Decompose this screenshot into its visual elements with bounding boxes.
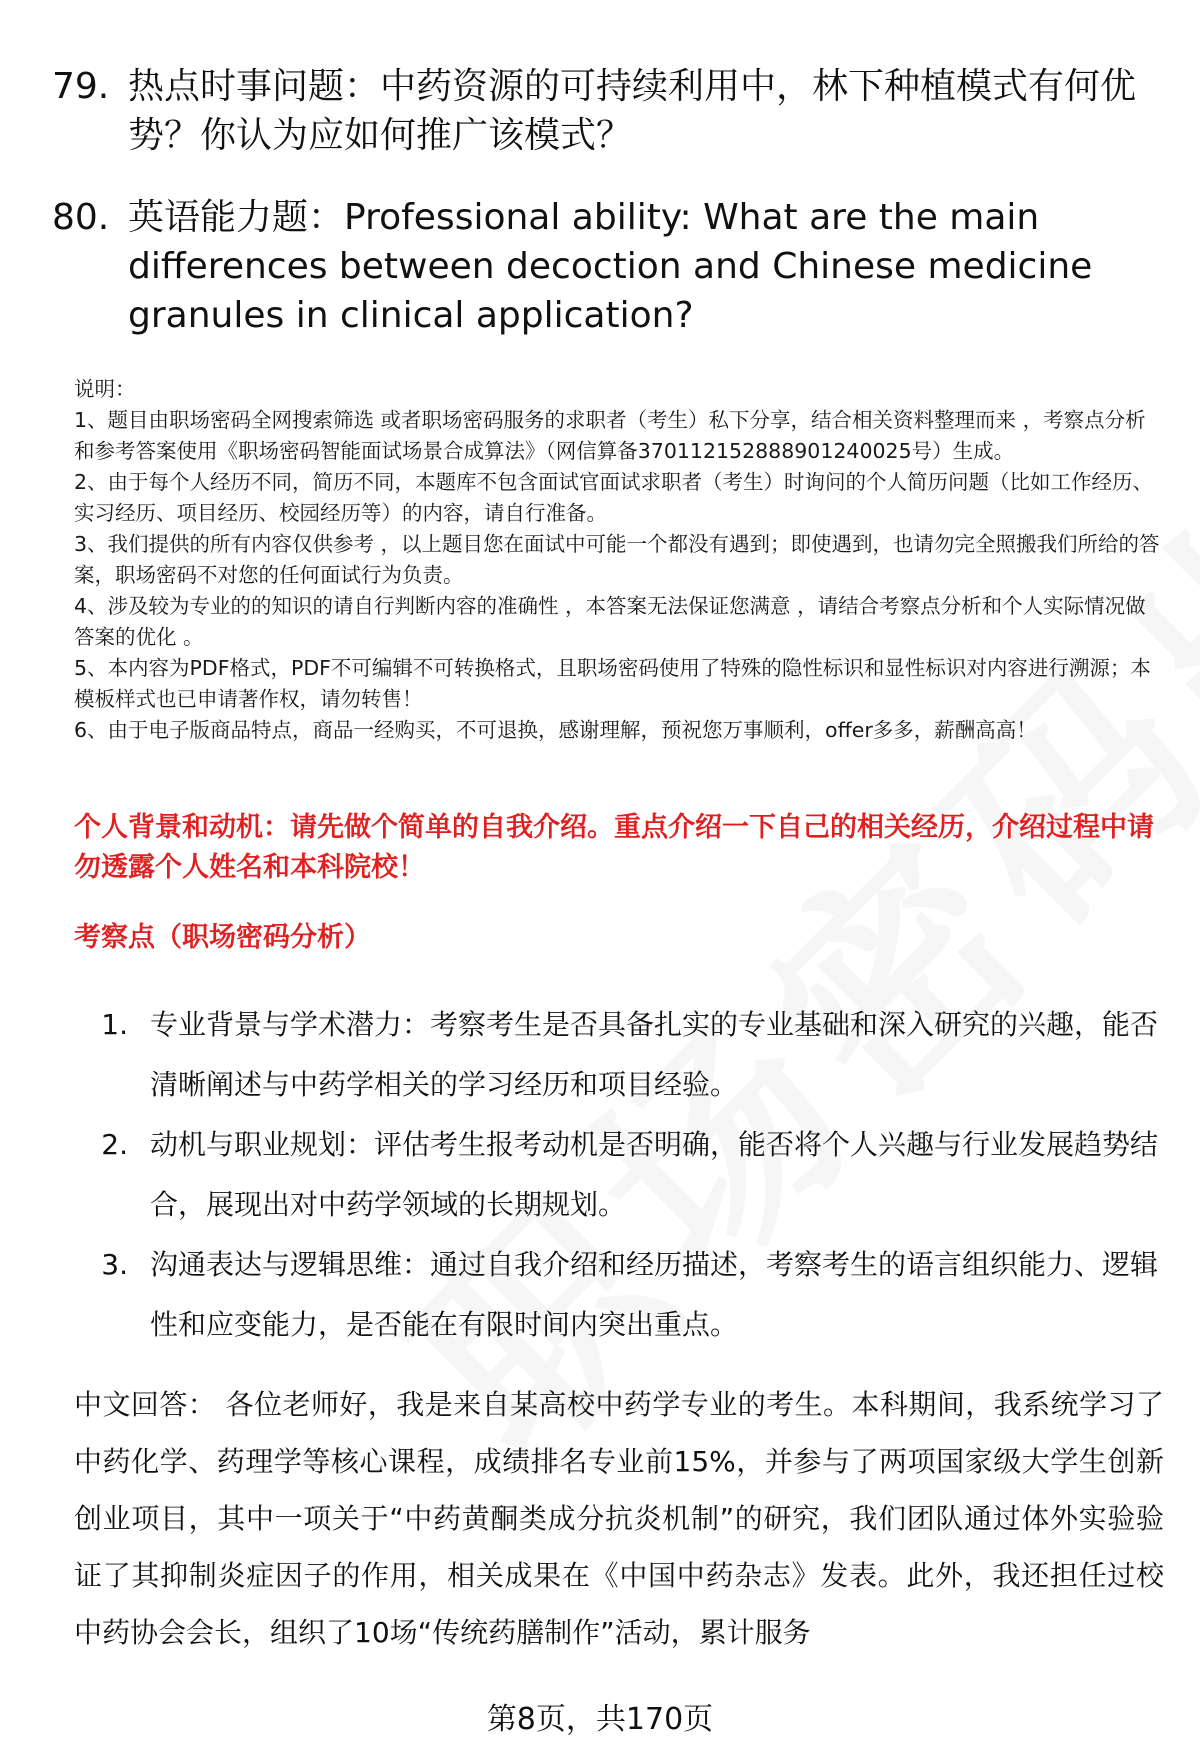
point-number: 1. — [101, 1008, 128, 1041]
question-text: 英语能力题：Professional ability: What are the main differences between decoction and Chinese medicine granules in clinical application? — [128, 197, 1093, 336]
notes-section — [74, 374, 1164, 746]
point-number: 2. — [101, 1128, 128, 1161]
note-item: 3、我们提供的所有内容仅供参考 ，以上题目您在面试中可能一个都没有遇到；即使遇到，也请勿完全照搬我们所给的答案，职场密码不对您的任何面试行为负责。 — [74, 532, 1160, 587]
answer-paragraph: 中文回答： 各位老师好，我是来自某高校中药学专业的考生。本科期间，我系统学习了中药化学、药理学等核心课程，成绩排名专业前15%，并参与了两项国家级大学生创新创业项目，其中一项关于“中药黄酮类成分抗炎机制”的研究，我们团队通过体外实验验证了其抑制炎症因子的作用，相关成果在《中国中药杂志》发表。此外，我还担任过校中药协会会长，组织了10场“传统药膳制作”活动，累计服务 — [74, 1388, 1164, 1649]
note-item: 1、题目由职场密码全网搜索筛选 或者职场密码服务的求职者（考生）私下分享，结合相关资料整理而来 ，考察点分析和参考答案使用《职场密码智能面试场景合成算法》（网信算备370112152888901240025号）生成。 — [74, 408, 1146, 463]
point-text: 动机与职业规划：评估考生报考动机是否明确，能否将个人兴趣与行业发展趋势结合，展现出对中药学领域的长期规划。 — [150, 1128, 1159, 1221]
question-80 — [52, 193, 1162, 340]
question-text: 热点时事问题：中药资源的可持续利用中，林下种植模式有何优势？你认为应如何推广该模式？ — [128, 66, 1137, 156]
list-item — [74, 1235, 1164, 1355]
notes-title: 说明： — [74, 377, 136, 401]
list-item — [74, 1115, 1164, 1235]
note-item: 2、由于每个人经历不同，简历不同，本题库不包含面试官面试求职者（考生）时询问的个人简历问题（比如工作经历、实习经历、项目经历、校园经历等）的内容，请自行准备。 — [74, 470, 1154, 525]
point-number: 3. — [101, 1248, 128, 1281]
note-item: 5、本内容为PDF格式，PDF不可编辑不可转换格式，且职场密码使用了特殊的隐性标识和显性标识对内容进行溯源；本模板样式也已申请著作权，请勿转售！ — [74, 656, 1151, 711]
points-list — [74, 995, 1164, 1355]
note-item: 6、由于电子版商品特点，商品一经购买，不可退换，感谢理解，预祝您万事顺利，offer多多，薪酬高高！ — [74, 718, 1037, 742]
list-item — [74, 995, 1164, 1115]
page-footer: 第8页，共170页 — [486, 1702, 714, 1737]
point-text: 专业背景与学术潜力：考察考生是否具备扎实的专业基础和深入研究的兴趣，能否清晰阐述与中药学相关的学习经历和项目经验。 — [150, 1008, 1159, 1101]
question-number: 79. — [52, 66, 110, 107]
points-title: 考察点（职场密码分析） — [74, 922, 371, 953]
note-item: 4、涉及较为专业的的知识的请自行判断内容的准确性 ，本答案无法保证您满意 ，请结合考察点分析和个人实际情况做答案的优化 。 — [74, 594, 1146, 649]
question-79 — [52, 62, 1162, 160]
point-text: 沟通表达与逻辑思维：通过自我介绍和经历描述，考察考生的语言组织能力、逻辑性和应变能力，是否能在有限时间内突出重点。 — [150, 1248, 1159, 1341]
intro-question: 个人背景和动机：请先做个简单的自我介绍。重点介绍一下自己的相关经历，介绍过程中请勿透露个人姓名和本科院校！ — [74, 812, 1154, 883]
question-number: 80. — [52, 197, 110, 238]
